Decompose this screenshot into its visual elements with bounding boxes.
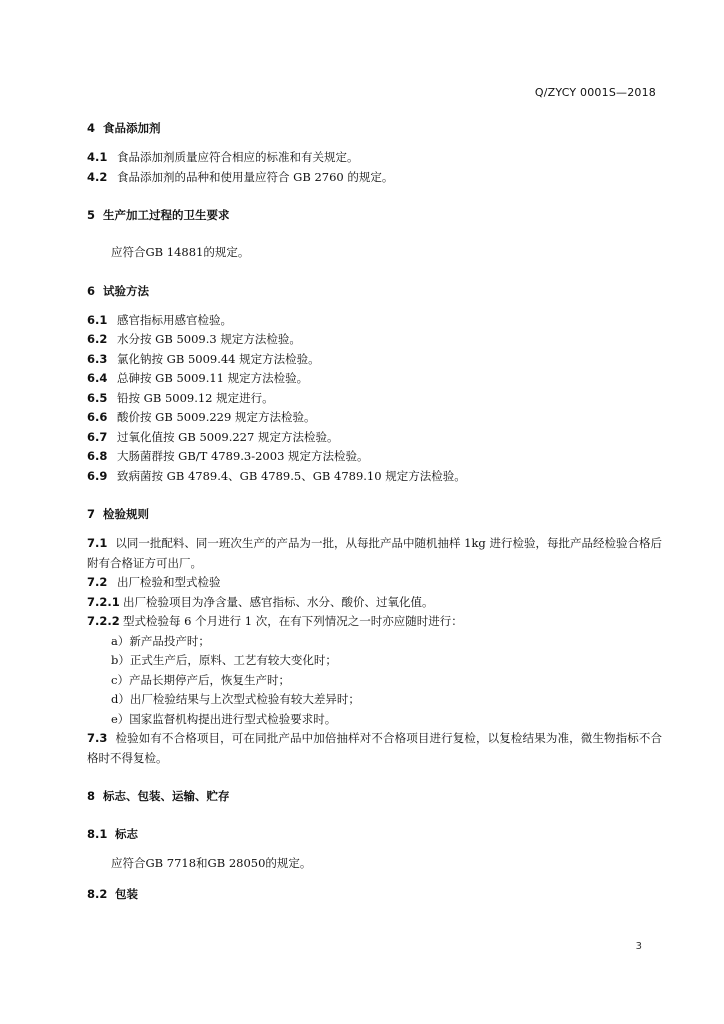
clause-6-5 [87,389,662,409]
clause-text: 大肠菌群按 GB/T 4789.3-2003 规定方法检验。 [117,449,369,463]
clause-7-3 [87,729,662,768]
list-item-e: e）国家监督机构提出进行型式检验要求时。 [111,711,337,726]
subsection-title: 标志 [115,827,138,841]
list-item-b: b）正式生产后，原料、工艺有较大变化时； [111,653,337,667]
clause-text: 感官指标用感官检验。 [117,312,232,327]
clause-text: 型式检验每 6 个月进行 1 次，在有下列情况之一时亦应随时进行： [123,614,463,628]
clause-number: 7.2 [87,575,108,589]
clause-4-1 [87,148,662,168]
subsection-title: 包装 [115,886,138,901]
clause-text: 检验如有不合格项目，可在同批产品中加倍抽样对不合格项目进行复检，以复检结果为准，微生物指标不合格时不得复检。 [87,731,662,765]
clause-number: 4.1 [87,150,108,164]
clause-6-2 [87,330,662,350]
clause-number: 7.2.1 [87,594,120,609]
subsection-heading-8-1 [87,824,662,844]
section-heading-7 [87,504,662,524]
clause-number: 7.2.2 [87,614,120,628]
section-5-text: 应符合GB 14881的规定。 [111,245,250,259]
section-number: 5 [87,208,96,222]
clause-6-1 [87,311,662,331]
clause-number: 6.1 [87,312,108,327]
list-item-d: d）出厂检验结果与上次型式检验有较大差异时； [111,692,360,706]
clause-text: 致病菌按 GB 4789.4、GB 4789.5、GB 4789.10 规定方法检验。 [117,468,466,483]
clause-number: 6.4 [87,371,108,385]
subsection-heading-8-2 [87,884,662,904]
section-heading-4 [87,118,662,138]
section-number: 6 [87,283,96,298]
clause-text: 过氧化值按 GB 5009.227 规定方法检验。 [117,429,339,444]
clause-4-2 [87,168,662,188]
clause-number: 4.2 [87,169,108,184]
clause-text: 以同一批配料、同一班次生产的产品为一批，从每批产品中随机抽样 1kg 进行检验，每批产品经检验合格后附有合格证方可出厂。 [87,536,662,570]
section-number: 4 [87,121,96,135]
clause-6-6 [87,408,662,428]
clause-number: 6.2 [87,332,108,346]
clause-text: 铅按 GB 5009.12 规定进行。 [117,390,274,405]
clause-7-1 [87,534,662,573]
section-title: 生产加工过程的卫生要求 [103,208,230,222]
clause-text: 总砷按 GB 5009.11 规定方法检验。 [117,371,309,385]
section-title: 标志、包装、运输、贮存 [103,789,230,803]
clause-number: 6.9 [87,468,108,483]
subsection-number: 8.2 [87,886,108,901]
section-number: 7 [87,507,96,521]
section-heading-5 [87,205,662,225]
page-number: 3 [635,941,642,952]
clause-number: 6.6 [87,410,108,424]
clause-number: 7.3 [87,731,108,745]
clause-number: 6.8 [87,449,108,463]
clause-text: 食品添加剂的品种和使用量应符合 GB 2760 的规定。 [117,169,394,184]
clause-text: 水分按 GB 5009.3 规定方法检验。 [117,332,301,346]
clause-number: 6.7 [87,429,108,444]
section-number: 8 [87,789,96,803]
clause-number: 7.1 [87,536,108,550]
clause-number: 6.5 [87,390,108,405]
section-title: 食品添加剂 [103,121,161,135]
clause-7-2 [87,573,662,593]
list-item-a: a）新产品投产时； [111,633,210,648]
clause-6-3 [87,350,662,370]
subsection-number: 8.1 [87,827,108,841]
clause-text: 氯化钠按 GB 5009.44 规定方法检验。 [117,351,320,366]
section-title: 试验方法 [103,283,149,298]
section-8-1-text: 应符合GB 7718和GB 28050的规定。 [111,856,312,870]
clause-6-7 [87,428,662,448]
clause-6-9 [87,467,662,487]
clause-text: 酸价按 GB 5009.229 规定方法检验。 [117,410,316,424]
clause-text: 出厂检验项目为净含量、感官指标、水分、酸价、过氧化值。 [123,594,434,609]
section-heading-6 [87,281,662,301]
document-body [87,118,662,904]
document-code: Q/ZYCY 0001S—2018 [534,86,656,99]
clause-7-2-2 [87,612,662,632]
clause-number: 6.3 [87,351,108,366]
section-heading-8 [87,786,662,806]
clause-6-4 [87,369,662,389]
clause-text: 出厂检验和型式检验 [117,575,221,589]
clause-text: 食品添加剂质量应符合相应的标准和有关规定。 [117,150,359,164]
clause-7-2-1 [87,593,662,613]
list-item-c: c）产品长期停产后，恢复生产时； [111,672,290,687]
clause-6-8 [87,447,662,467]
section-title: 检验规则 [103,507,149,521]
